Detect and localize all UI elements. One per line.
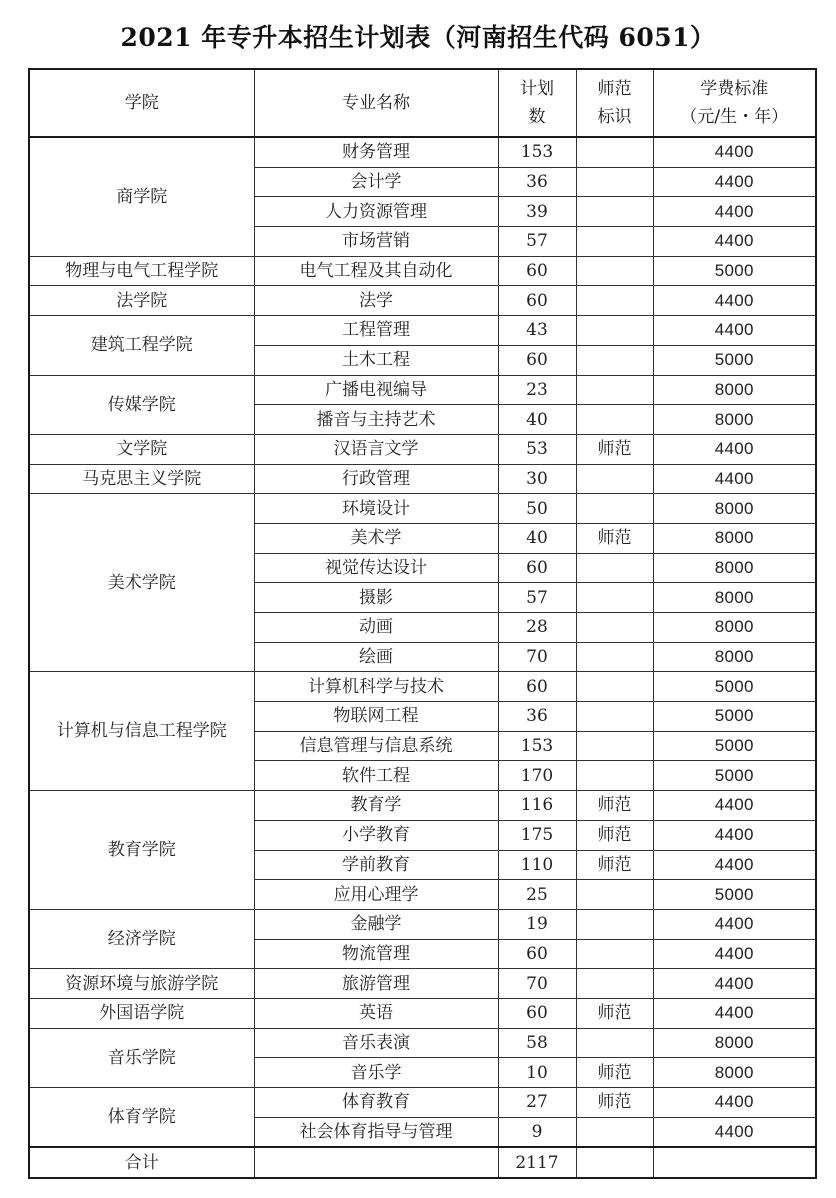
quota-cell: 70 [498,642,576,672]
college-cell: 传媒学院 [29,375,254,434]
normal-flag-cell [576,256,653,286]
quota-cell: 60 [498,345,576,375]
normal-flag-cell [576,227,653,257]
header-quota-line2: 数 [528,107,546,127]
enrollment-plan-table [28,68,817,1179]
major-cell: 会计学 [254,167,498,197]
major-cell: 市场营销 [254,227,498,257]
quota-cell: 57 [498,583,576,613]
normal-flag-cell [576,613,653,643]
header-quota [498,69,576,137]
quota-cell: 58 [498,1028,576,1058]
total-label: 合计 [29,1147,254,1178]
normal-flag-cell [576,880,653,910]
header-tuition-line2: （元/生・年） [680,107,789,127]
major-cell: 学前教育 [254,850,498,880]
normal-flag-cell [576,345,653,375]
normal-flag-cell [576,1028,653,1058]
quota-cell: 36 [498,167,576,197]
normal-flag-cell [576,494,653,524]
tuition-cell: 8000 [653,553,816,583]
major-cell: 体育教育 [254,1088,498,1118]
table-row [29,286,816,316]
tuition-cell: 8000 [653,642,816,672]
total-major [254,1147,498,1178]
college-cell: 音乐学院 [29,1028,254,1087]
tuition-cell: 4400 [653,998,816,1028]
normal-flag-cell: 师范 [576,850,653,880]
quota-cell: 60 [498,672,576,702]
quota-cell: 60 [498,286,576,316]
tuition-cell: 8000 [653,494,816,524]
header-college-label: 学院 [124,93,159,113]
college-cell: 马克思主义学院 [29,464,254,494]
major-cell: 法学 [254,286,498,316]
major-cell: 教育学 [254,791,498,821]
tuition-cell: 5000 [653,345,816,375]
quota-cell: 70 [498,969,576,999]
major-cell: 旅游管理 [254,969,498,999]
quota-cell: 43 [498,316,576,346]
major-cell: 人力资源管理 [254,197,498,227]
major-cell: 环境设计 [254,494,498,524]
document-title: 2021 年专升本招生计划表（河南招生代码 6051） [120,23,716,52]
normal-flag-cell [576,731,653,761]
tuition-cell: 8000 [653,375,816,405]
quota-cell: 60 [498,256,576,286]
major-cell: 美术学 [254,523,498,553]
quota-cell: 28 [498,613,576,643]
quota-cell: 10 [498,1058,576,1088]
tuition-cell: 5000 [653,761,816,791]
major-cell: 视觉传达设计 [254,553,498,583]
tuition-cell: 4400 [653,137,816,167]
quota-cell: 40 [498,405,576,435]
major-cell: 金融学 [254,909,498,939]
normal-flag-cell [576,464,653,494]
total-normal [576,1147,653,1178]
table-header-row [29,69,816,137]
tuition-cell: 4400 [653,1117,816,1147]
quota-cell: 153 [498,137,576,167]
table-body [29,137,816,1147]
tuition-cell: 5000 [653,731,816,761]
major-cell: 信息管理与信息系统 [254,731,498,761]
tuition-cell: 4400 [653,167,816,197]
normal-flag-cell [576,286,653,316]
tuition-cell: 8000 [653,583,816,613]
normal-flag-cell [576,909,653,939]
tuition-cell: 4400 [653,820,816,850]
header-major [254,69,498,137]
normal-flag-cell [576,642,653,672]
table-row [29,434,816,464]
header-college [29,69,254,137]
quota-cell: 153 [498,731,576,761]
table-row [29,791,816,821]
college-cell: 商学院 [29,137,254,256]
quota-cell: 60 [498,939,576,969]
quota-cell: 170 [498,761,576,791]
quota-cell: 25 [498,880,576,910]
major-cell: 财务管理 [254,137,498,167]
quota-cell: 60 [498,553,576,583]
major-cell: 电气工程及其自动化 [254,256,498,286]
tuition-cell: 8000 [653,405,816,435]
quota-cell: 175 [498,820,576,850]
tuition-cell: 4400 [653,464,816,494]
college-cell: 建筑工程学院 [29,316,254,375]
tuition-cell: 8000 [653,613,816,643]
tuition-cell: 8000 [653,1058,816,1088]
major-cell: 绘画 [254,642,498,672]
quota-cell: 57 [498,227,576,257]
table-row [29,1088,816,1118]
tuition-cell: 4400 [653,316,816,346]
major-cell: 行政管理 [254,464,498,494]
major-cell: 播音与主持艺术 [254,405,498,435]
major-cell: 软件工程 [254,761,498,791]
major-cell: 音乐学 [254,1058,498,1088]
header-normal-line2: 标识 [597,107,632,127]
quota-cell: 60 [498,998,576,1028]
college-cell: 美术学院 [29,494,254,672]
normal-flag-cell [576,761,653,791]
normal-flag-cell [576,316,653,346]
tuition-cell: 4400 [653,286,816,316]
college-cell: 文学院 [29,434,254,464]
table-row [29,969,816,999]
tuition-cell: 4400 [653,969,816,999]
table-row [29,256,816,286]
tuition-cell: 8000 [653,1028,816,1058]
normal-flag-cell [576,672,653,702]
normal-flag-cell [576,939,653,969]
table-row [29,464,816,494]
tuition-cell: 5000 [653,256,816,286]
quota-cell: 9 [498,1117,576,1147]
header-tuition [653,69,816,137]
header-normal-line1: 师范 [597,79,632,99]
tuition-cell: 4400 [653,909,816,939]
tuition-cell: 5000 [653,702,816,732]
major-cell: 动画 [254,613,498,643]
normal-flag-cell [576,1117,653,1147]
header-major-label: 专业名称 [342,93,410,113]
normal-flag-cell: 师范 [576,791,653,821]
quota-cell: 19 [498,909,576,939]
table-row [29,316,816,346]
header-tuition-line1: 学费标准 [700,79,769,99]
normal-flag-cell [576,137,653,167]
tuition-cell: 4400 [653,791,816,821]
major-cell: 工程管理 [254,316,498,346]
normal-flag-cell [576,583,653,613]
major-cell: 英语 [254,998,498,1028]
tuition-cell: 5000 [653,672,816,702]
college-cell: 资源环境与旅游学院 [29,969,254,999]
quota-cell: 110 [498,850,576,880]
major-cell: 音乐表演 [254,1028,498,1058]
tuition-cell: 4400 [653,227,816,257]
header-quota-line1: 计划 [520,79,554,99]
normal-flag-cell: 师范 [576,434,653,464]
table-row [29,375,816,405]
quota-cell: 116 [498,791,576,821]
major-cell: 广播电视编导 [254,375,498,405]
table-row [29,672,816,702]
college-cell: 计算机与信息工程学院 [29,672,254,791]
quota-cell: 27 [498,1088,576,1118]
college-cell: 法学院 [29,286,254,316]
major-cell: 社会体育指导与管理 [254,1117,498,1147]
normal-flag-cell [576,553,653,583]
college-cell: 体育学院 [29,1088,254,1148]
normal-flag-cell [576,375,653,405]
tuition-cell: 4400 [653,939,816,969]
normal-flag-cell [576,405,653,435]
tuition-cell: 4400 [653,197,816,227]
total-quota: 2117 [498,1147,576,1178]
major-cell: 物流管理 [254,939,498,969]
normal-flag-cell [576,969,653,999]
quota-cell: 53 [498,434,576,464]
tuition-cell: 4400 [653,1088,816,1118]
normal-flag-cell: 师范 [576,820,653,850]
tuition-cell: 4400 [653,850,816,880]
normal-flag-cell: 师范 [576,523,653,553]
total-fee [653,1147,816,1178]
normal-flag-cell [576,702,653,732]
quota-cell: 39 [498,197,576,227]
table-row [29,909,816,939]
table-row [29,494,816,524]
total-row [29,1147,816,1178]
quota-cell: 40 [498,523,576,553]
normal-flag-cell [576,167,653,197]
college-cell: 教育学院 [29,791,254,910]
normal-flag-cell: 师范 [576,1058,653,1088]
tuition-cell: 4400 [653,434,816,464]
college-cell: 物理与电气工程学院 [29,256,254,286]
tuition-cell: 8000 [653,523,816,553]
normal-flag-cell [576,197,653,227]
major-cell: 计算机科学与技术 [254,672,498,702]
quota-cell: 23 [498,375,576,405]
normal-flag-cell: 师范 [576,998,653,1028]
major-cell: 物联网工程 [254,702,498,732]
header-normal-flag [576,69,653,137]
table-row [29,1028,816,1058]
major-cell: 应用心理学 [254,880,498,910]
quota-cell: 36 [498,702,576,732]
quota-cell: 50 [498,494,576,524]
major-cell: 摄影 [254,583,498,613]
table-row [29,998,816,1028]
major-cell: 土木工程 [254,345,498,375]
major-cell: 小学教育 [254,820,498,850]
quota-cell: 30 [498,464,576,494]
tuition-cell: 5000 [653,880,816,910]
college-cell: 外国语学院 [29,998,254,1028]
normal-flag-cell: 师范 [576,1088,653,1118]
college-cell: 经济学院 [29,909,254,968]
major-cell: 汉语言文学 [254,434,498,464]
table-row [29,137,816,167]
